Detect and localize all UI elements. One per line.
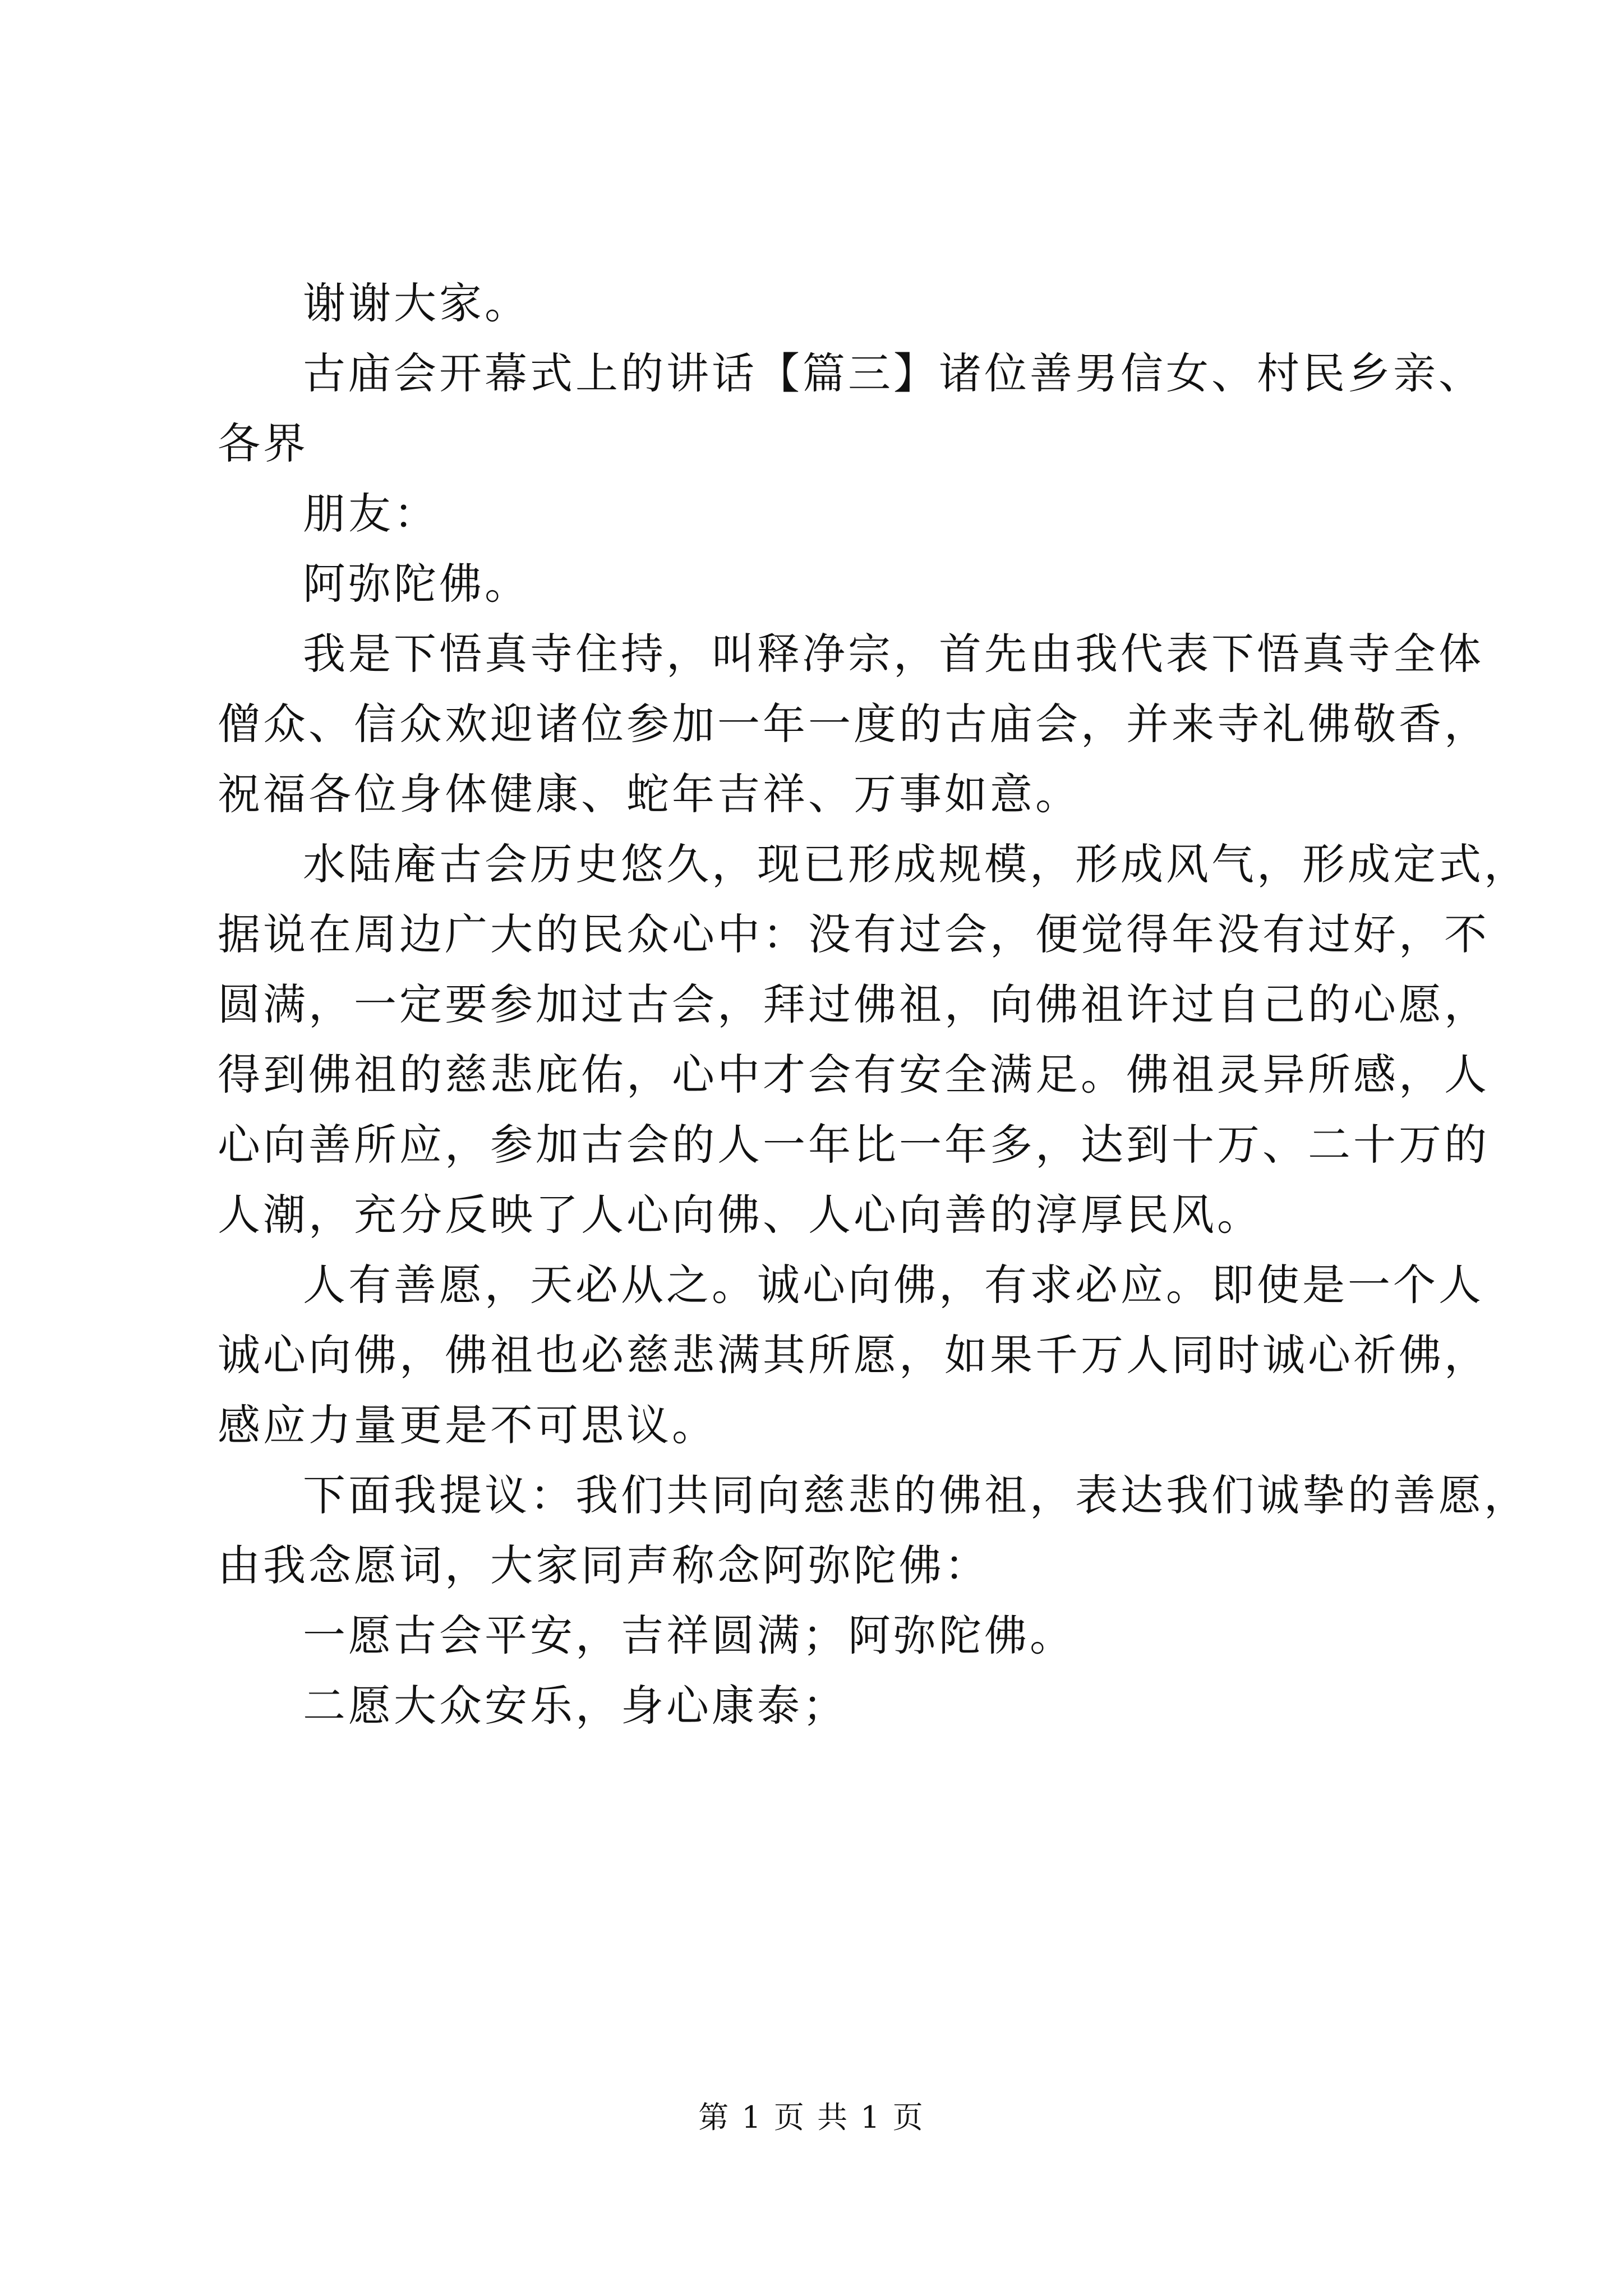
text-line: 祝福各位身体健康、蛇年吉祥、万事如意。 (218, 769, 1081, 819)
paragraph (218, 1671, 1423, 1741)
text-line: 我是下悟真寺住持，叫释净宗，首先由我代表下悟真寺全体 (303, 629, 1484, 679)
text-line: 谢谢大家。 (303, 278, 530, 328)
text-line: 圆满，一定要参加过古会，拜过佛祖，向佛祖许过自己的心愿， (218, 979, 1490, 1029)
text-line: 诚心向佛，佛祖也必慈悲满其所愿，如果千万人同时诚心祈佛， (218, 1330, 1490, 1380)
text-line: 二愿大众安乐，身心康泰； (303, 1681, 848, 1731)
page-footer: 第 1 页 共 1 页 (698, 2100, 925, 2135)
text-line: 感应力量更是不可思议。 (218, 1400, 717, 1450)
text-line: 阿弥陀佛。 (303, 559, 530, 609)
text-line: 一愿古会平安，吉祥圆满；阿弥陀佛。 (303, 1611, 1075, 1660)
text-line: 由我念愿词，大家同声称念阿弥陀佛： (218, 1540, 990, 1590)
text-line: 心向善所应，参加古会的人一年比一年多，达到十万、二十万的 (218, 1120, 1490, 1170)
paragraph (218, 1460, 1529, 1600)
paragraph (218, 1600, 1423, 1671)
document-body (218, 268, 1529, 1741)
text-line: 下面我提议：我们共同向慈悲的佛祖，表达我们诚挚的善愿， (303, 1470, 1529, 1520)
paragraph (218, 619, 1490, 829)
text-line: 人有善愿，天必从之。诚心向佛，有求必应。即使是一个人 (303, 1260, 1484, 1310)
text-line: 水陆庵古会历史悠久，现已形成规模，形成风气，形成定式， (303, 839, 1529, 889)
paragraph (218, 268, 1423, 338)
paragraph (218, 829, 1529, 1250)
text-line: 人潮，充分反映了人心向佛、人心向善的淳厚民风。 (218, 1190, 1262, 1240)
paragraph (218, 1250, 1490, 1460)
text-line: 各界 (218, 418, 308, 468)
paragraph (218, 338, 1484, 478)
text-line: 古庙会开幕式上的讲话【篇三】诸位善男信女、村民乡亲、 (303, 348, 1484, 398)
text-line: 得到佛祖的慈悲庇佑，心中才会有安全满足。佛祖灵异所感，人 (218, 1050, 1490, 1099)
paragraph (218, 549, 1423, 619)
text-line: 僧众、信众欢迎诸位参加一年一度的古庙会，并来寺礼佛敬香， (218, 699, 1490, 749)
paragraph (218, 478, 1423, 549)
text-line: 朋友： (303, 489, 439, 539)
text-line: 据说在周边广大的民众心中：没有过会，便觉得年没有过好，不 (218, 909, 1490, 959)
